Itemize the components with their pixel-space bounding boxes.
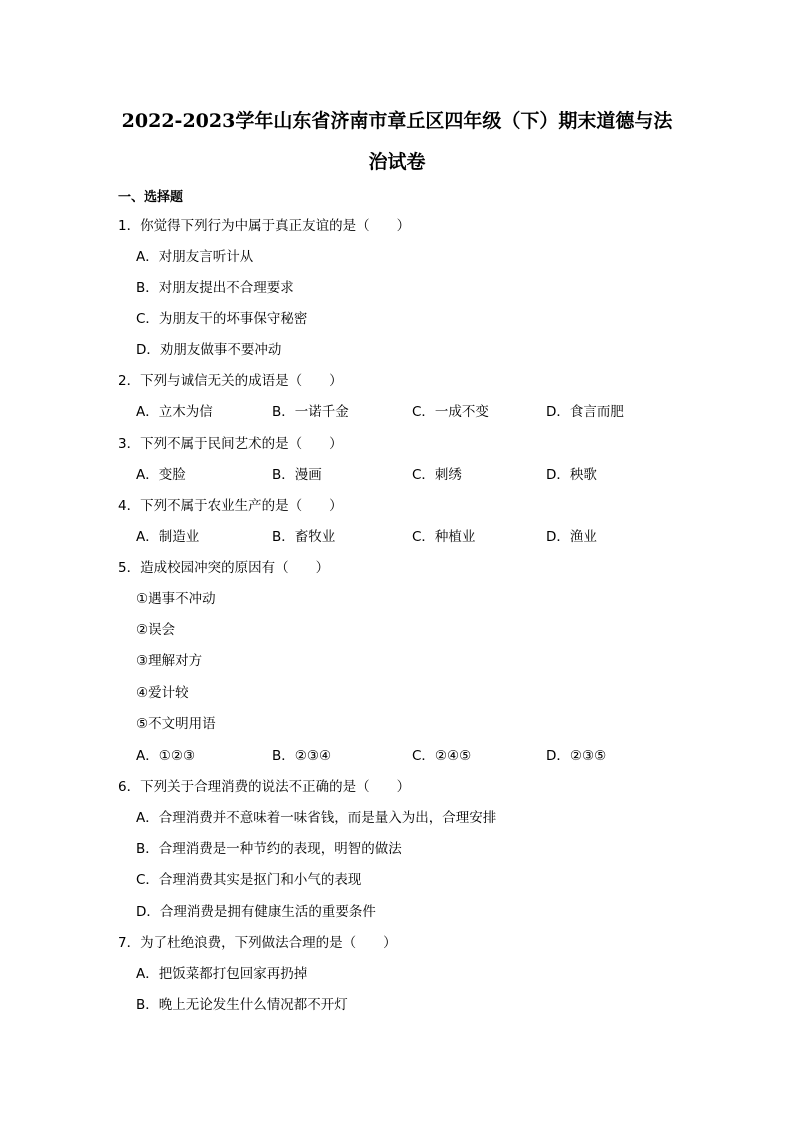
exam-title-line-2: 治试卷 [368,151,426,173]
question-2-option-d: D．食言而肥 [546,404,624,420]
question-5-item-2: ②误会 [136,622,176,638]
question-5-option-d: D．②③⑤ [546,748,607,764]
question-2-option-c: C．一成不变 [412,404,489,420]
question-6-option-b: B．合理消费是一种节约的表现，明智的做法 [136,841,402,857]
question-1-option-b: B．对朋友提出不合理要求 [136,280,294,296]
question-3-option-c: C．刺绣 [412,467,462,483]
question-3-option-d: D．秧歌 [546,467,597,483]
question-5-item-5: ⑤不文明用语 [136,716,216,732]
question-4-stem: 4．下列不属于农业生产的是（ ） [118,498,343,514]
question-5-item-1: ①遇事不冲动 [136,591,216,607]
question-2-stem: 2．下列与诚信无关的成语是（ ） [118,373,343,389]
question-7-option-b: B．晚上无论发生什么情况都不开灯 [136,997,348,1013]
question-5-stem: 5．造成校园冲突的原因有（ ） [118,560,330,576]
question-1-option-a: A．对朋友言听计从 [136,249,254,265]
exam-title-line-1: 2022-2023学年山东省济南市章丘区四年级（下）期末道德与法 [121,110,673,132]
question-4-option-b: B．畜牧业 [272,529,336,545]
question-5-option-a: A．①②③ [136,748,196,764]
question-6-stem: 6．下列关于合理消费的说法不正确的是（ ） [118,779,411,795]
question-3-stem: 3．下列不属于民间艺术的是（ ） [118,436,343,452]
question-4-option-d: D．渔业 [546,529,597,545]
question-6-option-a: A．合理消费并不意味着一味省钱，而是量入为出，合理安排 [136,810,497,826]
question-3-option-a: A．变脸 [136,467,186,483]
question-5-option-b: B．②③④ [272,748,332,764]
question-5-option-c: C．②④⑤ [412,748,472,764]
question-4-option-c: C．种植业 [412,529,476,545]
question-7-stem: 7．为了杜绝浪费，下列做法合理的是（ ） [118,935,397,951]
question-3-option-b: B．漫画 [272,467,322,483]
question-4-option-a: A．制造业 [136,529,200,545]
question-1-option-c: C．为朋友干的坏事保守秘密 [136,311,308,327]
question-2-option-b: B．一诺千金 [272,404,349,420]
question-6-option-c: C．合理消费其实是抠门和小气的表现 [136,872,362,888]
section-heading: 一、选择题 [118,190,184,205]
question-1-stem: 1．你觉得下列行为中属于真正友谊的是（ ） [118,218,411,234]
question-1-option-d: D．劝朋友做事不要冲动 [136,342,282,358]
question-2-option-a: A．立木为信 [136,404,213,420]
question-5-item-4: ④爱计较 [136,685,189,701]
question-6-option-d: D．合理消费是拥有健康生活的重要条件 [136,904,376,920]
question-5-item-3: ③理解对方 [136,653,203,669]
question-7-option-a: A．把饭菜都打包回家再扔掉 [136,966,308,982]
